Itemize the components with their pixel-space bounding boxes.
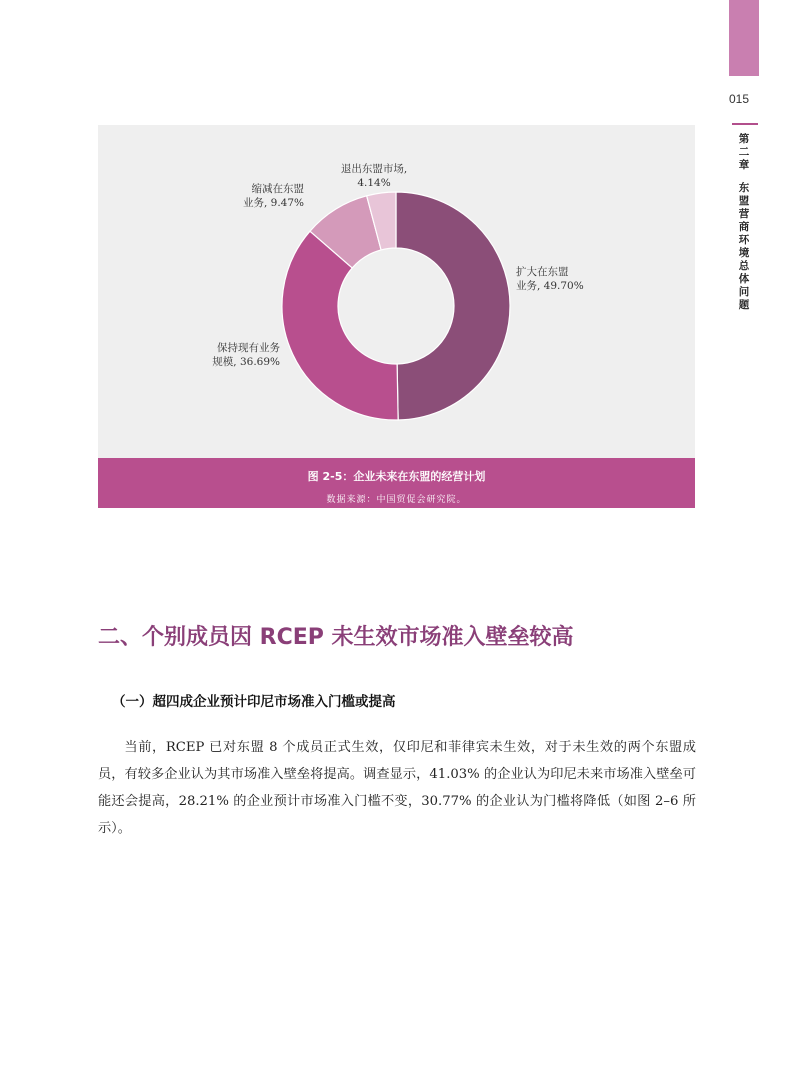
chapter-title-char: 题 (738, 299, 750, 311)
chapter-title-char: 营 (738, 208, 750, 220)
donut-chart (98, 125, 695, 458)
side-divider (732, 123, 758, 125)
chapter-title-char: 东 (738, 182, 750, 194)
slice-expand (396, 192, 510, 420)
chapter-title-char: 盟 (738, 195, 750, 207)
chapter-title-char: 第 (738, 133, 750, 145)
chapter-title-char: 二 (738, 146, 750, 158)
figure-title: 图 2-5：企业未来在东盟的经营计划 (307, 470, 486, 483)
chapter-tab-marker (729, 0, 759, 76)
body-paragraph: 当前，RCEP 已对东盟 8 个成员正式生效，仅印尼和菲律宾未生效，对于未生效的两个东盟成员，有较多企业认为其市场准入壁垒将提高。调查显示，41.03% 的企业认为印尼未来市场准入壁垒可能还会提高，28.21% 的企业预计市场准入门槛不变，30.77% 的企业认为门槛将降低（如图 2–6 所示）。 (98, 740, 696, 836)
figure-source: 数据来源：中国贸促会研究院。 (326, 495, 467, 505)
chapter-title-char: 体 (738, 273, 750, 285)
chapter-title-char: 问 (738, 286, 750, 298)
slice-expand-label: 扩大在东盟业务, 49.70% (516, 266, 584, 292)
slice-exit-label: 退出东盟市场, 4.14% (340, 163, 408, 189)
figure-caption (98, 458, 695, 508)
slice-maintain-label: 保持现有业务规模, 36.69% (212, 342, 280, 368)
page-number: 015 (729, 92, 750, 106)
chapter-title-char: 总 (738, 260, 750, 272)
sub-heading: （一）超四成企业预计印尼市场准入门槛或提高 (112, 694, 396, 710)
chapter-title-char: 环 (738, 234, 750, 246)
chapter-title-char: 商 (738, 221, 750, 233)
chapter-title-char: 境 (738, 247, 750, 259)
chapter-title-vertical (737, 133, 751, 312)
section-heading: 二、个别成员因 RCEP 未生效市场准入壁垒较高 (98, 625, 574, 650)
chapter-title-gap (737, 172, 751, 182)
slice-maintain (282, 231, 398, 420)
slice-reduce-label: 缩减在东盟业务, 9.47% (242, 183, 304, 209)
chapter-title-char: 章 (738, 159, 750, 171)
